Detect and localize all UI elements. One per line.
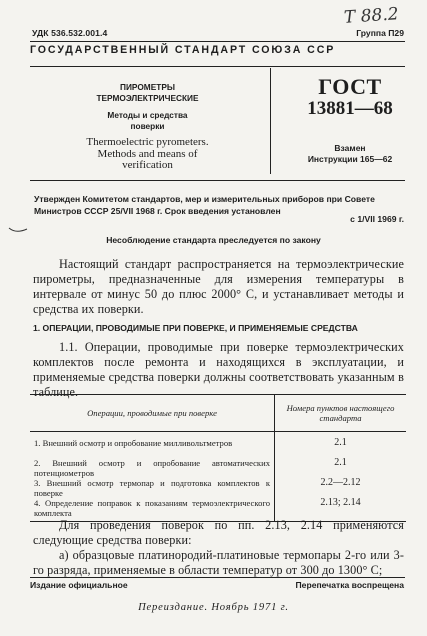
column-header-clauses: Номера пунктов настоящего стандарта <box>275 395 407 432</box>
subtitle-ru-line: Методы и средства <box>107 110 188 120</box>
approval-line: Утвержден Комитетом стандартов, мер и измерительных приборов при Совете <box>34 194 375 204</box>
approval-line: Министров СССР 25/VII 1968 г. Срок введения установлен <box>34 206 281 216</box>
effective-date: с 1/VII 1969 г. <box>350 214 404 224</box>
title-en-line: Methods and means of <box>97 147 198 160</box>
handwritten-note: Т 88.2 <box>343 4 400 28</box>
standard-line: ГОСУДАРСТВЕННЫЙ СТАНДАРТ СОЮЗА ССР <box>30 44 336 56</box>
gost-number: 13881—68 <box>307 98 393 119</box>
operation-cell: 1. Внешний осмотр и опробование милливольтметров <box>34 438 233 448</box>
column-header-operations: Операции, проводимые при поверке <box>30 395 275 432</box>
title-ru-line: ТЕРМОЭЛЕКТРИЧЕСКИЕ <box>96 93 199 103</box>
intro-paragraph: Настоящий стандарт распространяется на термоэлектрические пирометры, предназначенные для измерения температуры в интервале от минус 50 до плюс 2000° С, и устанавливает методы и средства их поверки. <box>33 257 404 316</box>
title-ru <box>60 82 235 104</box>
replaces-line: Инструкции 165—62 <box>307 154 393 164</box>
title-rule <box>30 180 405 181</box>
penalty-note: Несоблюдение стандарта преследуется по закону <box>106 235 321 245</box>
operation-cell: 2. Внешний осмотр и опробование автоматических потенциометров <box>34 458 270 478</box>
clause-cell: 2.1 <box>275 458 407 478</box>
paragraph-1-1: 1.1. Операции, проводимые при поверке термоэлектрических комплектов после ремонта и находящихся в эксплуатации, и применяемые средства поверки должны соответствовать указанным в таблице. <box>33 340 404 399</box>
table-header-row <box>30 395 406 432</box>
title-divider <box>270 68 271 174</box>
clause-cell: 2.1 <box>275 432 407 459</box>
operation-cell: 3. Внешний осмотр термопар и подготовка комплектов к поверке <box>34 478 270 498</box>
table-row <box>30 432 406 459</box>
gost-label: ГОСТ <box>318 74 382 99</box>
edition-note: Издание официальное <box>30 580 128 590</box>
replaces-line: Взамен <box>334 143 366 153</box>
group-code: Группа П29 <box>356 28 404 38</box>
operations-table <box>30 394 406 522</box>
table-row <box>30 458 406 478</box>
title-ru-line: ПИРОМЕТРЫ <box>120 82 175 92</box>
top-rule <box>30 41 405 42</box>
subtitle-ru <box>60 110 235 132</box>
section-heading: 1. ОПЕРАЦИИ, ПРОВОДИМЫЕ ПРИ ПОВЕРКЕ, И ПРИМЕНЯЕМЫЕ СРЕДСТВА <box>33 323 358 333</box>
reissue-note: Переиздание. Ноябрь 1971 г. <box>138 602 289 613</box>
subtitle-ru-line: поверки <box>130 121 165 131</box>
operation-cell: 4. Определение поправок к показаниям термоэлектрического комплекта <box>30 498 275 522</box>
title-en <box>60 137 235 172</box>
reprint-notice: Перепечатка воспрещена <box>295 580 404 590</box>
list-item-a: а) образцовые платинородий-платиновые термопары 2-го или 3-го разряда, применяемые в области температур от 300 до 1300° С; <box>33 548 404 577</box>
title-en-line: verification <box>122 159 173 171</box>
margin-mark-icon <box>8 226 28 234</box>
header-rule <box>30 66 405 67</box>
title-en-line: Thermoelectric pyrometers. <box>86 136 209 148</box>
udc-code: УДК 536.532.001.4 <box>32 28 108 38</box>
clause-cell: 2.2—2.12 <box>275 478 407 498</box>
replaces-note <box>290 143 410 165</box>
verification-means-paragraph: Для проведения поверок по пп. 2.13, 2.14 применяются следующие средства поверки: <box>33 518 404 547</box>
clause-cell: 2.13; 2.14 <box>275 498 407 522</box>
table-row <box>30 478 406 498</box>
footer-rule <box>30 577 405 578</box>
